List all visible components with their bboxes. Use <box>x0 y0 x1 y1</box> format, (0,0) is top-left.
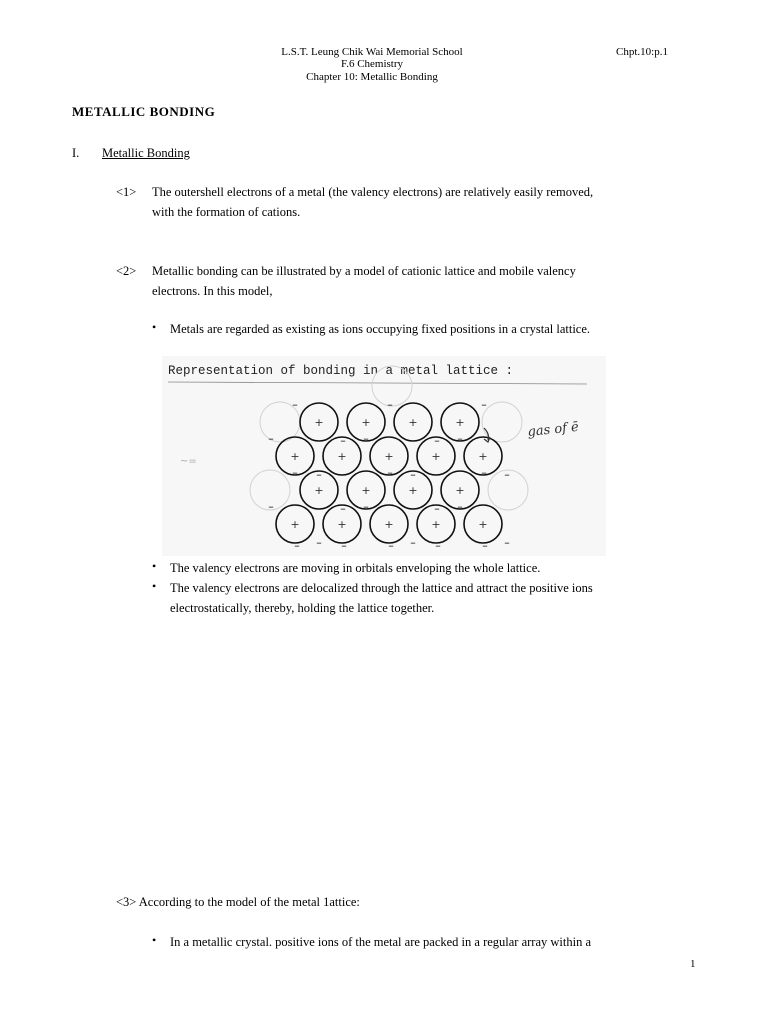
ion-charge-plus: + <box>408 484 418 497</box>
electron-minus: – <box>294 539 300 552</box>
electron-minus: – <box>434 434 440 447</box>
ion-charge-plus: + <box>455 484 465 497</box>
metal-lattice-drawing <box>162 356 606 556</box>
bullet-1-dot: • <box>152 320 157 334</box>
bullet-4-text: In a metallic crystal. positive ions of the metal are packed in a regular array within a <box>170 935 592 949</box>
bullet-2-dot: • <box>152 559 157 573</box>
bullet-4-dot: • <box>152 933 157 947</box>
section-heading: Metallic Bonding <box>102 146 190 160</box>
bullet-1-text: Metals are regarded as existing as ions occupying fixed positions in a crystal lattice. <box>170 322 591 336</box>
electron-minus: – <box>341 539 347 552</box>
electron-minus: – <box>292 398 298 411</box>
electron-minus: – <box>387 398 393 411</box>
point-3-text: <3> According to the model of the metal 1attice: <box>116 895 360 909</box>
header-school: L.S.T. Leung Chik Wai Memorial School <box>281 46 463 58</box>
electron-minus: – <box>457 500 463 513</box>
ion-charge-plus: + <box>290 450 300 463</box>
section-numeral: I. <box>72 146 80 160</box>
electron-gas-annotation <box>484 420 580 442</box>
electron-minus: – <box>316 468 322 481</box>
electron-minus: – <box>481 398 487 411</box>
ion-charge-plus: + <box>361 484 371 497</box>
ion-charge-plus: + <box>431 450 441 463</box>
bullet-3-line-2: electrostatically, thereby, holding the lattice together. <box>170 601 435 615</box>
electron-minus: – <box>504 468 510 481</box>
electron-minus: – <box>410 468 416 481</box>
point-2-marker: <2> <box>116 264 137 278</box>
lattice-group <box>250 366 528 552</box>
electron-minus: – <box>387 466 393 479</box>
electron-minus: – <box>434 502 440 515</box>
ion-charge-plus: + <box>408 416 418 429</box>
caption-rule <box>168 382 587 384</box>
ion-charge-plus: + <box>361 416 371 429</box>
ion-charge-plus: + <box>431 518 441 531</box>
ion-charge-plus: + <box>314 416 324 429</box>
electron-minus: – <box>316 536 322 549</box>
figure-caption: Representation of bonding in a metal lattice : <box>168 364 514 378</box>
electron-minus: – <box>292 466 298 479</box>
point-2-line-2: electrons. In this model, <box>152 284 273 298</box>
document-title: METALLIC BONDING <box>72 104 216 119</box>
ion-charge-plus: + <box>478 518 488 531</box>
electron-minus: – <box>481 466 487 479</box>
point-1-line-1: The outershell electrons of a metal (the valency electrons) are relatively easily removed, <box>152 185 594 199</box>
point-2-line-1: Metallic bonding can be illustrated by a model of cationic lattice and mobile valency <box>152 264 576 278</box>
ion-charge-plus: + <box>314 484 324 497</box>
ion-charge-plus: + <box>478 450 488 463</box>
bullet-3-dot: • <box>152 579 157 593</box>
electron-minus: – <box>268 432 274 445</box>
ion-charge-plus: + <box>290 518 300 531</box>
electron-minus: – <box>435 539 441 552</box>
electron-minus: – <box>457 432 463 445</box>
ion-charge-plus: + <box>337 518 347 531</box>
electron-minus: – <box>363 432 369 445</box>
ion-charge-plus: + <box>455 416 465 429</box>
point-1-marker: <1> <box>116 185 137 199</box>
bullet-3-line-1: The valency electrons are delocalized through the lattice and attract the positive ions <box>170 581 593 595</box>
electron-minus: – <box>410 536 416 549</box>
stray-mark: ~= <box>180 456 197 467</box>
page-number: 1 <box>690 958 696 970</box>
header-form: F.6 Chemistry <box>340 58 404 70</box>
metal-lattice-figure <box>162 356 606 556</box>
electron-minus: – <box>268 500 274 513</box>
header-page-ref: Chpt.10:p.1 <box>616 46 668 58</box>
bullet-2-text: The valency electrons are moving in orbitals enveloping the whole lattice. <box>170 561 541 575</box>
header-chapter: Chapter 10: Metallic Bonding <box>306 71 438 83</box>
electron-minus: – <box>340 502 346 515</box>
electron-minus: – <box>363 500 369 513</box>
point-1-line-2: with the formation of cations. <box>152 205 301 219</box>
electron-minus: – <box>340 434 346 447</box>
ion-charge-plus: + <box>384 518 394 531</box>
ion-charge-plus: + <box>337 450 347 463</box>
ion-charge-plus: + <box>384 450 394 463</box>
electron-minus: – <box>482 539 488 552</box>
electron-minus: – <box>388 539 394 552</box>
handwritten-note: gas of ē <box>526 419 580 440</box>
electron-minus: – <box>504 536 510 549</box>
